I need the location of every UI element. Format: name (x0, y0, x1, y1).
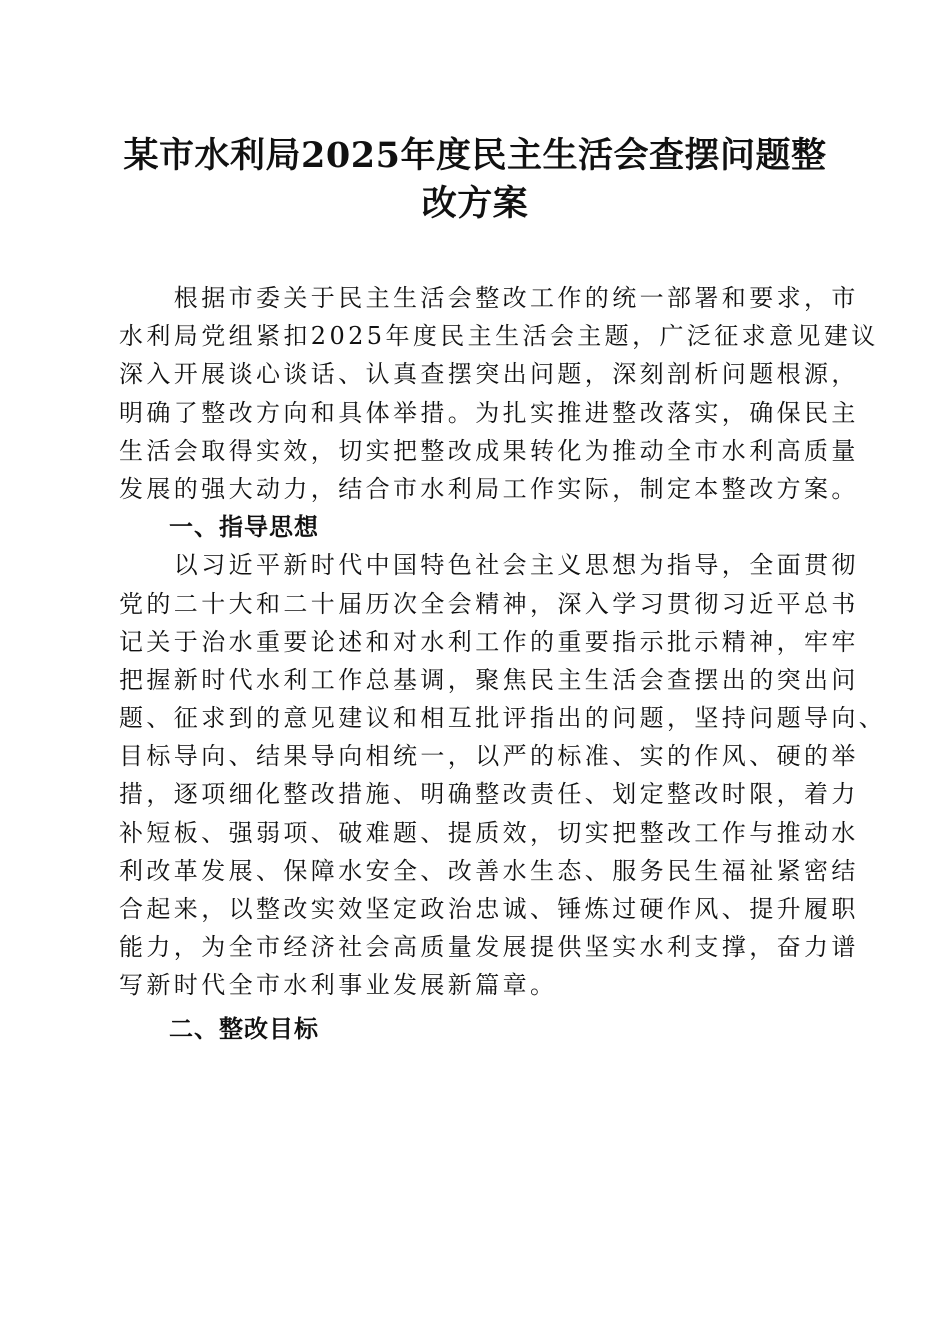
paragraph-line: 党的二十大和二十届历次全会精神，深入学习贯彻习近平总书 (119, 589, 859, 618)
document-title (120, 132, 830, 228)
paragraph-line: 深入开展谈心谈话、认真查摆突出问题，深刻剖析问题根源， (119, 360, 859, 389)
paragraph-line: 生活会取得实效，切实把整改成果转化为推动全市水利高质量 (119, 436, 859, 465)
paragraph-line: 写新时代全市水利事业发展新篇章。 (119, 971, 558, 1000)
paragraph-line: 措，逐项细化整改措施、明确整改责任、划定整改时限，着力 (119, 780, 859, 809)
section-heading-rectification-goals: 二、整改目标 (119, 1014, 319, 1043)
paragraph-line: 发展的强大动力，结合市水利局工作实际，制定本整改方案。 (119, 474, 859, 503)
paragraph-line: 把握新时代水利工作总基调，聚焦民主生活会查摆出的突出问 (119, 665, 859, 694)
paragraph-line: 目标导向、结果导向相统一，以严的标准、实的作风、硬的举 (119, 742, 859, 771)
paragraph-line: 根据市委关于民主生活会整改工作的统一部署和要求，市 (119, 284, 859, 312)
paragraph-line: 以习近平新时代中国特色社会主义思想为指导，全面贯彻 (119, 551, 859, 580)
paragraph-line: 题、征求到的意见建议和相互批评指出的问题，坚持问题导向、 (119, 704, 887, 733)
document-body (119, 279, 887, 1048)
paragraph-line: 合起来，以整改实效坚定政治忠诚、锤炼过硬作风、提升履职 (119, 895, 859, 923)
paragraph-line: 补短板、强弱项、破难题、提质效，切实把整改工作与推动水 (119, 818, 859, 847)
paragraph-line: 能力，为全市经济社会高质量发展提供坚实水利支撑，奋力谱 (119, 933, 859, 962)
paragraph-line: 记关于治水重要论述和对水利工作的重要指示批示精神，牢牢 (119, 627, 859, 656)
paragraph-line: 利改革发展、保障水安全、改善水生态、服务民生福祉紧密结 (119, 856, 859, 885)
title-line-1: 某市水利局2025年度民主生活会查摆问题整 (123, 135, 827, 176)
title-line-2: 改方案 (421, 183, 529, 224)
paragraph-line: 水利局党组紧扣2025年度民主生活会主题，广泛征求意见建议 (119, 322, 879, 351)
paragraph-line: 明确了整改方向和具体举措。为扎实推进整改落实，确保民主 (119, 398, 859, 427)
section-heading-guiding-ideology: 一、指导思想 (119, 513, 319, 542)
